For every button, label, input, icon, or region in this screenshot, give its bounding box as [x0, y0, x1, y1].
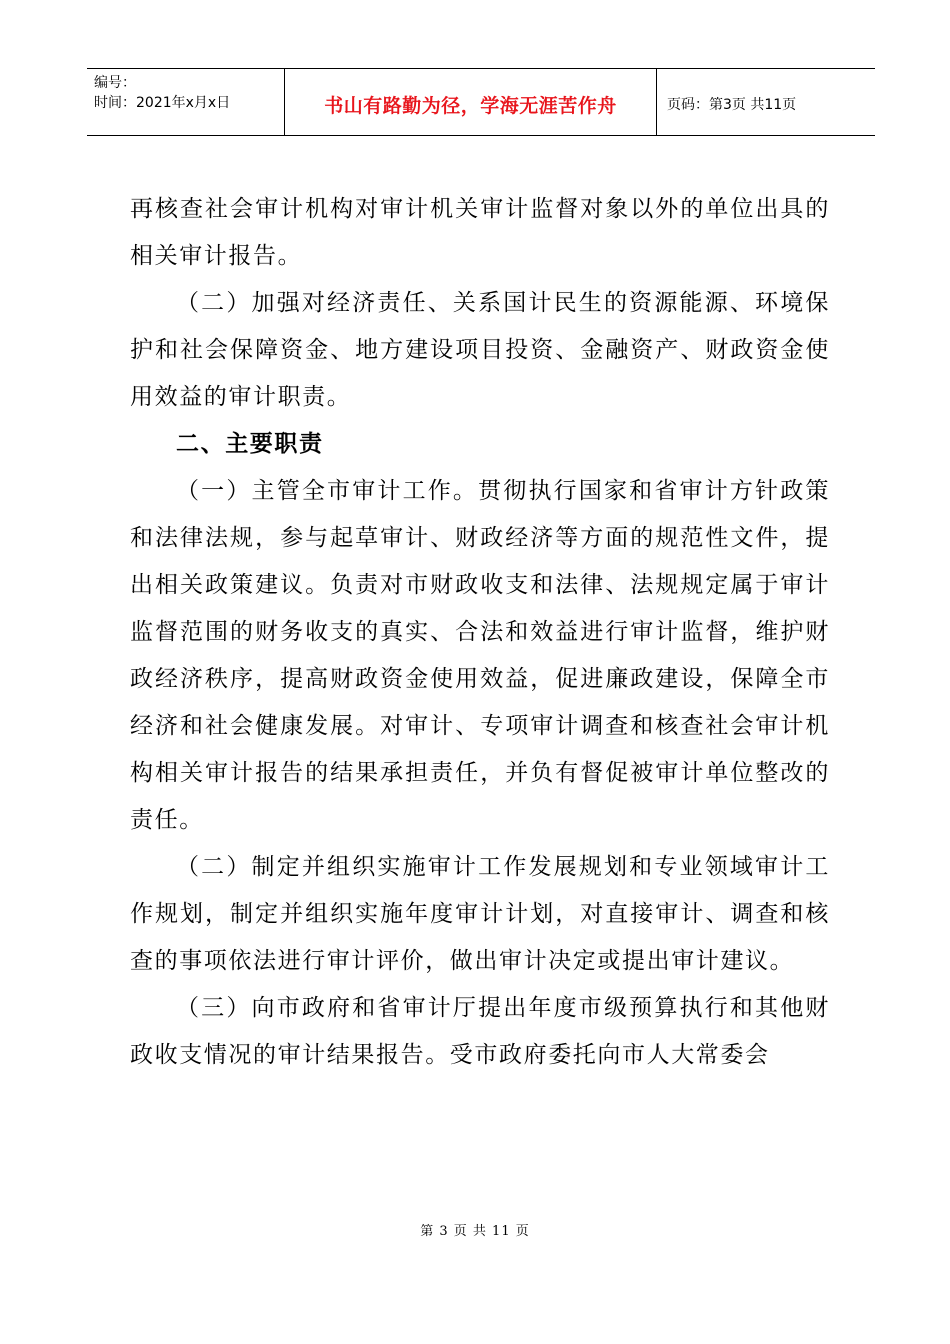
header-page-code: 页码：第3页 共11页	[667, 97, 797, 113]
body-paragraph: 再核查社会审计机构对审计机关审计监督对象以外的单位出具的相关审计报告。	[130, 196, 830, 269]
document-body	[130, 186, 830, 1079]
header-motto: 书山有路勤为径，学海无涯苦作舟	[324, 94, 617, 117]
body-paragraph: （一）主管全市审计工作。贯彻执行国家和省审计方针政策和法律法规，参与起草审计、财政经济等方面的规范性文件，提出相关政策建议。负责对市财政收支和法律、法规规定属于审计监督范围的财务收支的真实、合法和效益进行审计监督，维护财政经济秩序，提高财政资金使用效益，促进廉政建设，保障全市经济和社会健康发展。对审计、专项审计调查和核查社会审计机构相关审计报告的结果承担责任，并负有督促被审计单位整改的责任。	[130, 478, 830, 833]
body-paragraph: （二）加强对经济责任、关系国计民生的资源能源、环境保护和社会保障资金、地方建设项目投资、金融资产、财政资金使用效益的审计职责。	[130, 290, 830, 410]
section-heading: 二、主要职责	[176, 431, 324, 457]
header-info-cell	[87, 69, 285, 135]
body-paragraph: （二）制定并组织实施审计工作发展规划和专业领域审计工作规划，制定并组织实施年度审计计划，对直接审计、调查和核查的事项依法进行审计评价，做出审计决定或提出审计建议。	[130, 854, 830, 974]
header-page-cell	[657, 69, 875, 135]
document-number-label: 编号：	[94, 75, 136, 91]
header-motto-cell	[285, 69, 657, 135]
footer-page-number: 第 3 页 共 11 页	[420, 1224, 530, 1239]
body-paragraph: （三）向市政府和省审计厅提出年度市级预算执行和其他财政收支情况的审计结果报告。受市政府委托向市人大常委会	[130, 995, 830, 1068]
page-footer	[0, 1220, 950, 1239]
document-time-label: 时间：2021年x月x日	[94, 95, 231, 111]
document-header	[87, 68, 875, 136]
